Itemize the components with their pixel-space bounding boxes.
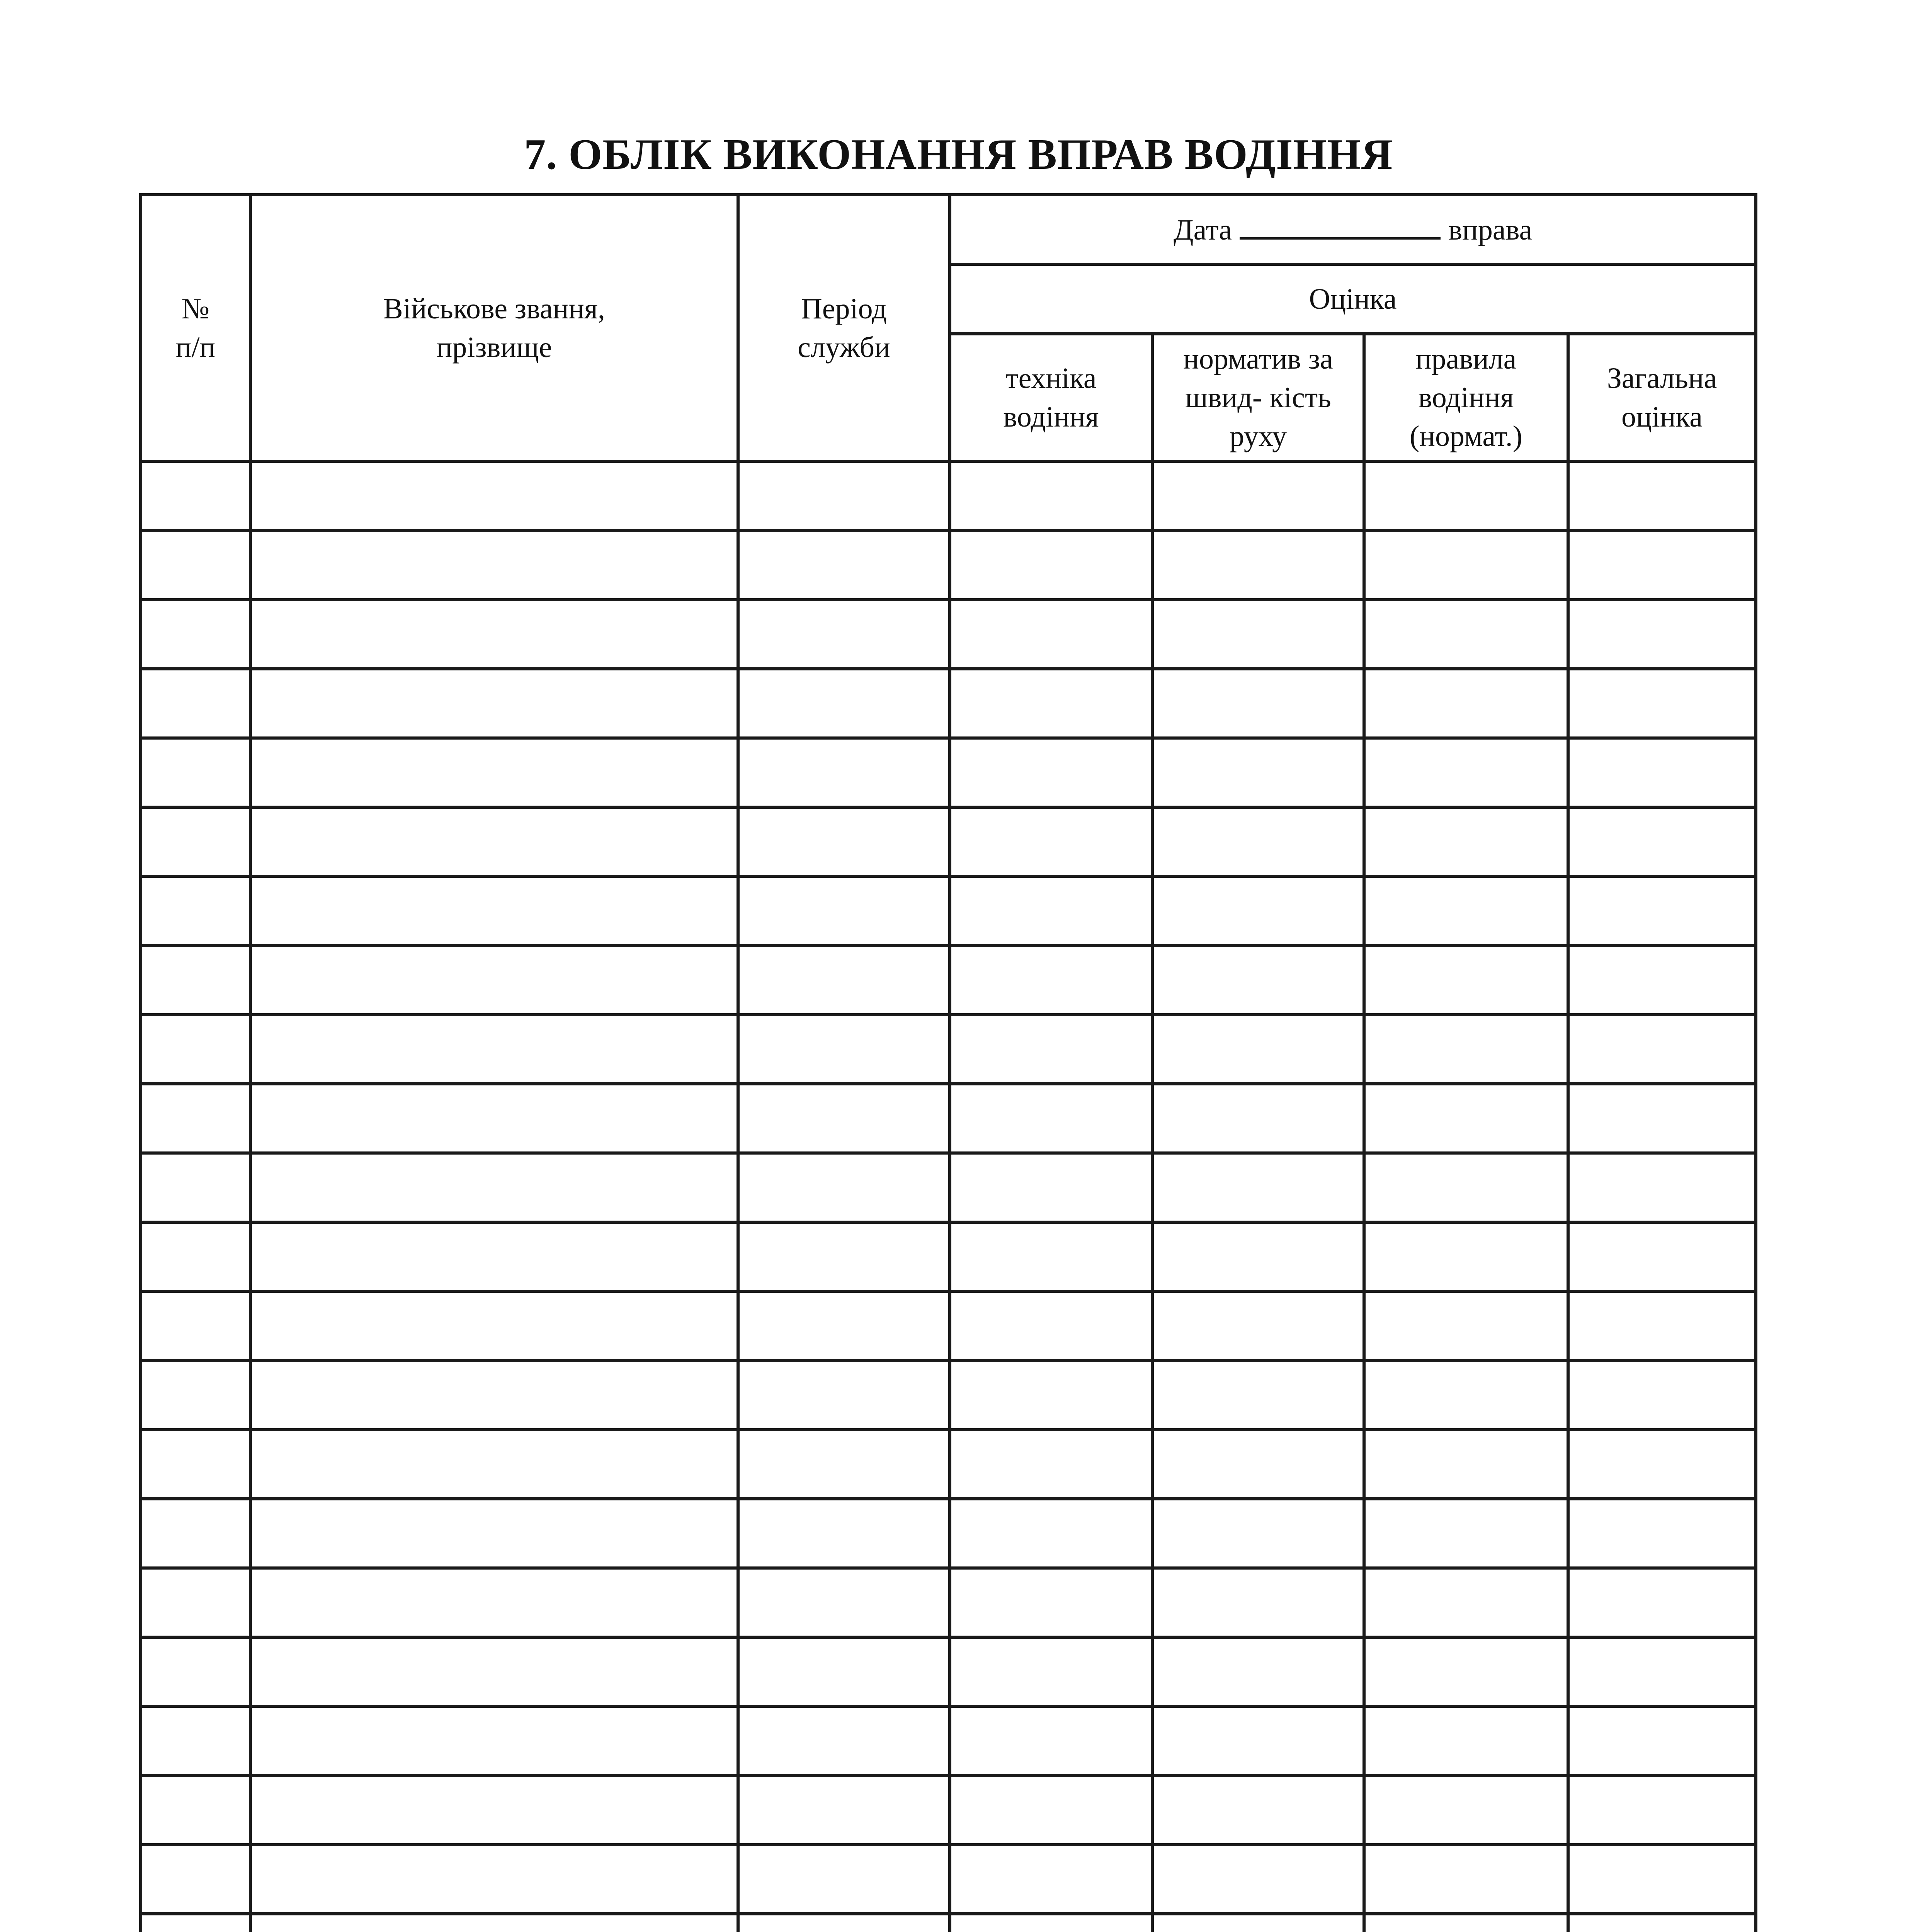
driving-exercise-table: [139, 193, 1757, 1932]
cell-driving-technique[interactable]: [950, 1015, 1152, 1084]
table-row: [141, 1914, 1756, 1932]
cell-driving-technique[interactable]: [950, 807, 1152, 876]
cell-service-period[interactable]: [738, 1222, 950, 1291]
cell-rank-surname[interactable]: [250, 1153, 738, 1222]
cell-driving-rules[interactable]: [1364, 1361, 1568, 1430]
header-service-period-label: Період служби: [798, 293, 890, 364]
header-date-exercise: [950, 195, 1756, 264]
header-driving-rules-label: правила водіння (нормат.): [1410, 343, 1522, 452]
cell-rank-surname[interactable]: [250, 461, 738, 531]
cell-driving-technique[interactable]: [950, 1776, 1152, 1845]
cell-driving-technique[interactable]: [950, 1706, 1152, 1776]
header-service-period: [738, 195, 950, 461]
page-title: 7. ОБЛІК ВИКОНАННЯ ВПРАВ ВОДІННЯ: [524, 131, 1393, 179]
cell-driving-technique[interactable]: [950, 1568, 1152, 1637]
cell-overall-grade[interactable]: [1568, 1291, 1756, 1361]
cell-service-period[interactable]: [738, 807, 950, 876]
cell-number[interactable]: [141, 461, 250, 531]
header-number: [141, 195, 250, 461]
cell-driving-rules[interactable]: [1364, 1568, 1568, 1637]
cell-number[interactable]: [141, 1291, 250, 1361]
cell-number[interactable]: [141, 1499, 250, 1568]
cell-rank-surname[interactable]: [250, 1776, 738, 1845]
table-row: [141, 738, 1756, 807]
table-row: [141, 461, 1756, 531]
cell-driving-technique[interactable]: [950, 1637, 1152, 1706]
table-row: [141, 1568, 1756, 1637]
cell-number[interactable]: [141, 738, 250, 807]
cell-speed-standard[interactable]: [1152, 1291, 1364, 1361]
cell-speed-standard[interactable]: [1152, 531, 1364, 600]
cell-overall-grade[interactable]: [1568, 600, 1756, 669]
header-overall-grade-label: Загальна оцінка: [1607, 362, 1717, 433]
cell-driving-rules[interactable]: [1364, 600, 1568, 669]
cell-driving-technique[interactable]: [950, 1430, 1152, 1499]
cell-rank-surname[interactable]: [250, 1084, 738, 1153]
cell-overall-grade[interactable]: [1568, 1914, 1756, 1932]
table-row: [141, 1637, 1756, 1706]
cell-number[interactable]: [141, 1706, 250, 1776]
cell-service-period[interactable]: [738, 1637, 950, 1706]
cell-rank-surname[interactable]: [250, 1637, 738, 1706]
cell-overall-grade[interactable]: [1568, 807, 1756, 876]
cell-overall-grade[interactable]: [1568, 1015, 1756, 1084]
cell-driving-technique[interactable]: [950, 1845, 1152, 1914]
cell-number[interactable]: [141, 669, 250, 738]
cell-speed-standard[interactable]: [1152, 1568, 1364, 1637]
cell-service-period[interactable]: [738, 1706, 950, 1776]
cell-rank-surname[interactable]: [250, 600, 738, 669]
table-row: [141, 946, 1756, 1015]
cell-driving-rules[interactable]: [1364, 1430, 1568, 1499]
cell-rank-surname[interactable]: [250, 531, 738, 600]
cell-service-period[interactable]: [738, 461, 950, 531]
cell-driving-rules[interactable]: [1364, 1776, 1568, 1845]
cell-number[interactable]: [141, 1568, 250, 1637]
cell-rank-surname[interactable]: [250, 1291, 738, 1361]
cell-number[interactable]: [141, 807, 250, 876]
cell-driving-rules[interactable]: [1364, 946, 1568, 1015]
cell-number[interactable]: [141, 1084, 250, 1153]
cell-service-period[interactable]: [738, 600, 950, 669]
cell-driving-rules[interactable]: [1364, 1153, 1568, 1222]
header-rank-surname-label: Військове звання, прізвище: [383, 293, 606, 364]
cell-overall-grade[interactable]: [1568, 1637, 1756, 1706]
cell-driving-technique[interactable]: [950, 1361, 1152, 1430]
cell-overall-grade[interactable]: [1568, 1845, 1756, 1914]
header-grade: [950, 264, 1756, 334]
cell-rank-surname[interactable]: [250, 1568, 738, 1637]
cell-driving-rules[interactable]: [1364, 1914, 1568, 1932]
cell-number[interactable]: [141, 1914, 250, 1932]
cell-speed-standard[interactable]: [1152, 1706, 1364, 1776]
cell-speed-standard[interactable]: [1152, 1015, 1364, 1084]
cell-driving-technique[interactable]: [950, 1153, 1152, 1222]
cell-driving-technique[interactable]: [950, 1084, 1152, 1153]
table-row: [141, 1845, 1756, 1914]
cell-overall-grade[interactable]: [1568, 1084, 1756, 1153]
cell-driving-rules[interactable]: [1364, 807, 1568, 876]
cell-speed-standard[interactable]: [1152, 461, 1364, 531]
cell-number[interactable]: [141, 1153, 250, 1222]
cell-rank-surname[interactable]: [250, 669, 738, 738]
cell-driving-technique[interactable]: [950, 669, 1152, 738]
header-speed-standard-label: норматив за швид- кість руху: [1183, 343, 1333, 452]
cell-driving-rules[interactable]: [1364, 531, 1568, 600]
cell-service-period[interactable]: [738, 1153, 950, 1222]
cell-service-period[interactable]: [738, 1845, 950, 1914]
cell-service-period[interactable]: [738, 1914, 950, 1932]
cell-driving-rules[interactable]: [1364, 669, 1568, 738]
cell-number[interactable]: [141, 1430, 250, 1499]
cell-speed-standard[interactable]: [1152, 1361, 1364, 1430]
header-driving-technique: [950, 334, 1152, 461]
cell-speed-standard[interactable]: [1152, 1499, 1364, 1568]
header-speed-standard: [1152, 334, 1364, 461]
cell-service-period[interactable]: [738, 1084, 950, 1153]
table-row: [141, 1499, 1756, 1568]
cell-speed-standard[interactable]: [1152, 600, 1364, 669]
table-row: [141, 1222, 1756, 1291]
header-grade-label: Оцінка: [1309, 283, 1397, 315]
cell-rank-surname[interactable]: [250, 946, 738, 1015]
cell-number[interactable]: [141, 1776, 250, 1845]
cell-service-period[interactable]: [738, 1430, 950, 1499]
cell-rank-surname[interactable]: [250, 738, 738, 807]
date-blank-line: [1240, 210, 1441, 240]
cell-speed-standard[interactable]: [1152, 1637, 1364, 1706]
table-row: [141, 1084, 1756, 1153]
cell-driving-rules[interactable]: [1364, 1222, 1568, 1291]
cell-number[interactable]: [141, 600, 250, 669]
cell-overall-grade[interactable]: [1568, 461, 1756, 531]
cell-speed-standard[interactable]: [1152, 1084, 1364, 1153]
table-row: [141, 1015, 1756, 1084]
cell-driving-rules[interactable]: [1364, 1015, 1568, 1084]
cell-overall-grade[interactable]: [1568, 1430, 1756, 1499]
cell-overall-grade[interactable]: [1568, 1499, 1756, 1568]
cell-overall-grade[interactable]: [1568, 1568, 1756, 1637]
cell-speed-standard[interactable]: [1152, 1430, 1364, 1499]
cell-rank-surname[interactable]: [250, 1914, 738, 1932]
cell-overall-grade[interactable]: [1568, 946, 1756, 1015]
cell-speed-standard[interactable]: [1152, 1222, 1364, 1291]
cell-overall-grade[interactable]: [1568, 876, 1756, 946]
header-overall-grade: [1568, 334, 1756, 461]
table-row: [141, 1361, 1756, 1430]
table-row: [141, 1291, 1756, 1361]
cell-speed-standard[interactable]: [1152, 669, 1364, 738]
cell-driving-technique[interactable]: [950, 1914, 1152, 1932]
cell-driving-technique[interactable]: [950, 1222, 1152, 1291]
cell-overall-grade[interactable]: [1568, 531, 1756, 600]
cell-service-period[interactable]: [738, 738, 950, 807]
cell-driving-rules[interactable]: [1364, 1637, 1568, 1706]
cell-service-period[interactable]: [738, 1361, 950, 1430]
cell-speed-standard[interactable]: [1152, 876, 1364, 946]
header-exercise-label: вправа: [1448, 213, 1533, 246]
cell-driving-rules[interactable]: [1364, 1499, 1568, 1568]
cell-rank-surname[interactable]: [250, 807, 738, 876]
cell-driving-technique[interactable]: [950, 1499, 1152, 1568]
cell-service-period[interactable]: [738, 1776, 950, 1845]
cell-driving-rules[interactable]: [1364, 1084, 1568, 1153]
table-row: [141, 876, 1756, 946]
cell-number[interactable]: [141, 946, 250, 1015]
cell-number[interactable]: [141, 1637, 250, 1706]
cell-overall-grade[interactable]: [1568, 1153, 1756, 1222]
cell-speed-standard[interactable]: [1152, 1914, 1364, 1932]
cell-driving-technique[interactable]: [950, 600, 1152, 669]
table-row: [141, 1706, 1756, 1776]
cell-rank-surname[interactable]: [250, 1430, 738, 1499]
table-row: [141, 1430, 1756, 1499]
header-rank-surname: [250, 195, 738, 461]
cell-rank-surname[interactable]: [250, 1845, 738, 1914]
cell-overall-grade[interactable]: [1568, 1706, 1756, 1776]
cell-driving-technique[interactable]: [950, 1291, 1152, 1361]
cell-speed-standard[interactable]: [1152, 738, 1364, 807]
table-body: [141, 461, 1756, 1932]
cell-speed-standard[interactable]: [1152, 1776, 1364, 1845]
cell-rank-surname[interactable]: [250, 1499, 738, 1568]
cell-rank-surname[interactable]: [250, 1015, 738, 1084]
cell-overall-grade[interactable]: [1568, 1222, 1756, 1291]
cell-driving-technique[interactable]: [950, 738, 1152, 807]
cell-number[interactable]: [141, 1015, 250, 1084]
header-number-label: № п/п: [175, 293, 216, 364]
cell-overall-grade[interactable]: [1568, 1776, 1756, 1845]
cell-speed-standard[interactable]: [1152, 1153, 1364, 1222]
table-row: [141, 669, 1756, 738]
cell-service-period[interactable]: [738, 1499, 950, 1568]
cell-speed-standard[interactable]: [1152, 1845, 1364, 1914]
cell-number[interactable]: [141, 1361, 250, 1430]
cell-number[interactable]: [141, 1222, 250, 1291]
cell-service-period[interactable]: [738, 531, 950, 600]
cell-driving-rules[interactable]: [1364, 738, 1568, 807]
cell-rank-surname[interactable]: [250, 1706, 738, 1776]
cell-service-period[interactable]: [738, 876, 950, 946]
cell-driving-rules[interactable]: [1364, 1845, 1568, 1914]
cell-overall-grade[interactable]: [1568, 1361, 1756, 1430]
header-driving-technique-label: техніка водіння: [1003, 362, 1099, 433]
cell-driving-rules[interactable]: [1364, 876, 1568, 946]
header-date-label: Дата: [1173, 213, 1232, 246]
cell-speed-standard[interactable]: [1152, 807, 1364, 876]
cell-service-period[interactable]: [738, 1291, 950, 1361]
cell-driving-technique[interactable]: [950, 876, 1152, 946]
table-row: [141, 600, 1756, 669]
cell-driving-rules[interactable]: [1364, 1291, 1568, 1361]
table-row: [141, 531, 1756, 600]
cell-driving-technique[interactable]: [950, 531, 1152, 600]
cell-rank-surname[interactable]: [250, 1361, 738, 1430]
cell-overall-grade[interactable]: [1568, 738, 1756, 807]
cell-number[interactable]: [141, 876, 250, 946]
table-row: [141, 1776, 1756, 1845]
cell-rank-surname[interactable]: [250, 1222, 738, 1291]
cell-speed-standard[interactable]: [1152, 946, 1364, 1015]
cell-service-period[interactable]: [738, 669, 950, 738]
cell-number[interactable]: [141, 1845, 250, 1914]
cell-service-period[interactable]: [738, 1568, 950, 1637]
cell-service-period[interactable]: [738, 946, 950, 1015]
cell-driving-rules[interactable]: [1364, 461, 1568, 531]
cell-service-period[interactable]: [738, 1015, 950, 1084]
cell-driving-technique[interactable]: [950, 946, 1152, 1015]
header-driving-rules: [1364, 334, 1568, 461]
cell-number[interactable]: [141, 531, 250, 600]
cell-overall-grade[interactable]: [1568, 669, 1756, 738]
table-row: [141, 807, 1756, 876]
cell-rank-surname[interactable]: [250, 876, 738, 946]
cell-driving-rules[interactable]: [1364, 1706, 1568, 1776]
cell-driving-technique[interactable]: [950, 461, 1152, 531]
table-row: [141, 1153, 1756, 1222]
